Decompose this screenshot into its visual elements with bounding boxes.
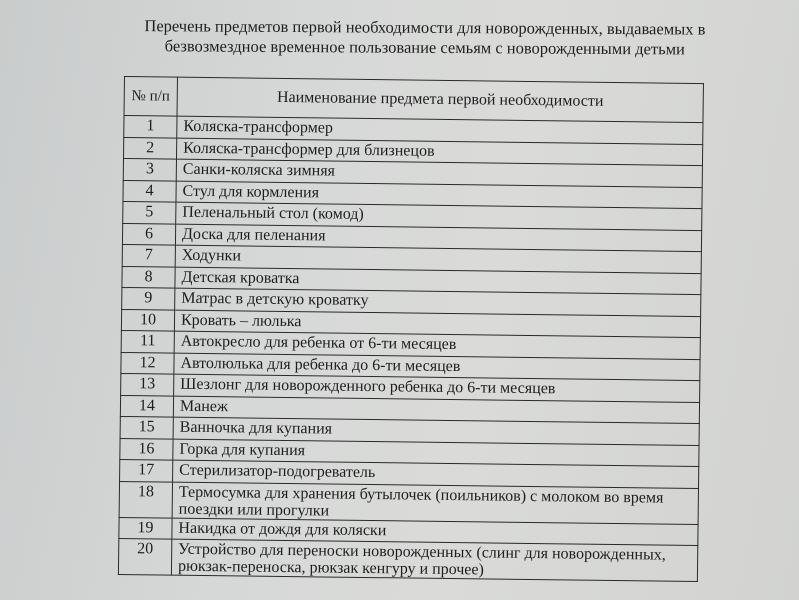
row-number: 3: [123, 158, 176, 180]
row-name: Автолюлька для ребенка до 6-ти месяцев: [174, 353, 700, 381]
row-name: Стерилизатор-подогреватель: [173, 460, 699, 488]
row-name: Коляска-трансформер: [177, 116, 703, 144]
row-number: 16: [120, 438, 173, 460]
header-number: № п/п: [124, 77, 177, 117]
row-number: 1: [124, 116, 177, 138]
row-name: Горка для купания: [173, 439, 699, 467]
row-number: 4: [123, 180, 176, 202]
row-number: 5: [123, 201, 176, 223]
row-name: Автокресло для ребенка от 6-ти месяцев: [174, 331, 700, 359]
row-number: 9: [122, 287, 175, 309]
row-name: Ходунки: [175, 245, 701, 273]
row-number: 15: [120, 416, 173, 438]
row-name: Матрас в детскую кроватку: [175, 288, 701, 316]
row-number: 12: [121, 352, 174, 374]
header-name: Наименование предмета первой необходимости: [177, 77, 703, 122]
row-name: Детская кроватка: [175, 267, 701, 295]
row-number: 13: [121, 373, 174, 395]
row-name: Доска для пеленания: [175, 224, 701, 252]
row-number: 2: [123, 137, 176, 159]
row-number: 11: [121, 330, 174, 352]
items-table-container: [118, 76, 704, 582]
row-number: 17: [120, 459, 173, 481]
items-table: [118, 76, 704, 582]
row-name: Коляска-трансформер для близнецов: [176, 138, 702, 166]
row-name: Стул для кормления: [176, 181, 702, 209]
row-number: 20: [118, 538, 171, 575]
document-title: Перечень предметов первой необходимости для новорожденных, выдаваемых в безвозмездное временное пользование семьям с новорожденными детьми: [144, 16, 706, 59]
row-name: Устройство для переноски новорожденных (слинг для новорожденных, рюкзак-переноска, рюкзак кенгуру и прочее): [171, 539, 697, 581]
table-row: [118, 538, 697, 581]
row-name: Манеж: [173, 396, 699, 424]
row-name: Накидка от дождя для коляски: [172, 518, 698, 546]
row-name: Кровать – люлька: [174, 310, 700, 338]
row-number: 10: [121, 309, 174, 331]
row-number: 6: [122, 223, 175, 245]
row-number: 18: [119, 481, 172, 518]
row-number: 14: [120, 395, 173, 417]
row-name: Пеленальный стол (комод): [176, 202, 702, 230]
row-number: 19: [119, 517, 172, 539]
row-name: Шезлонг для новорожденного ребенка до 6-ти месяцев: [174, 374, 700, 402]
row-name: Термосумка для хранения бутылочек (поильников) с молоком во время поездки или прогулки: [172, 482, 698, 524]
row-name: Ванночка для купания: [173, 417, 699, 445]
row-number: 8: [122, 266, 175, 288]
row-number: 7: [122, 244, 175, 266]
row-name: Санки-коляска зимняя: [176, 159, 702, 187]
